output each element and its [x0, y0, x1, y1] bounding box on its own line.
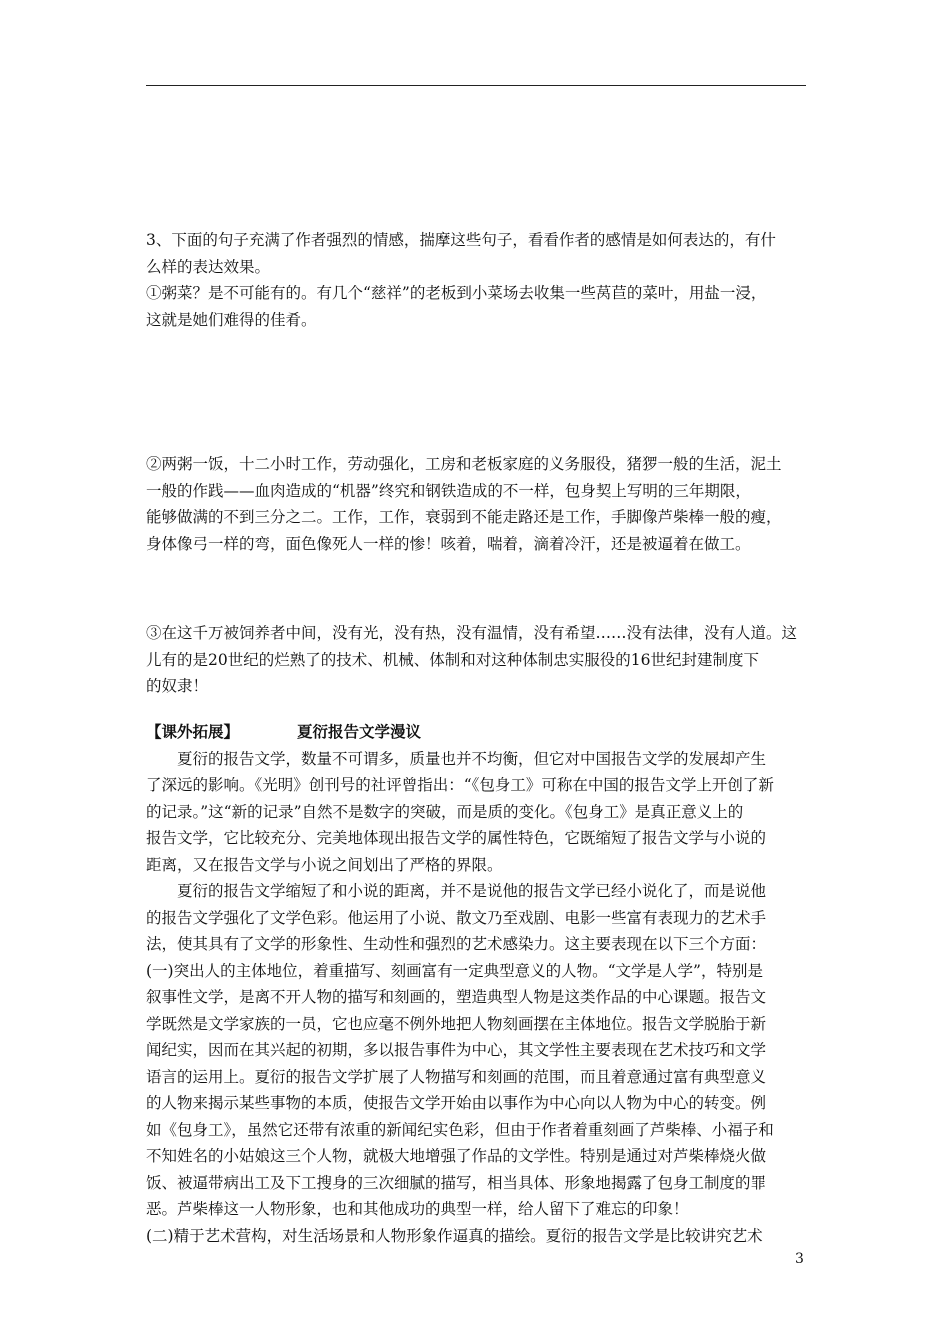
sentence-3-line: 的奴隶！: [146, 677, 209, 695]
paragraph-line: 的记录。”这“新的记录”自然不是数字的突破，而是质的变化。《包身工》是真正意义上的: [146, 802, 744, 821]
sentence-3-line: ③在这千万被饲养者中间，没有光，没有热，没有温情，没有希望……没有法律，没有人道。这: [146, 624, 798, 642]
paragraph-line: 叙事性文学，是离不开人物的描写和刻画的，塑造典型人物是这类作品的中心课题。报告文: [146, 988, 767, 1006]
sentence-1-line: ①粥菜？是不可能有的。有几个“慈祥”的老板到小菜场去收集一些莴苣的菜叶，用盐一浸，: [146, 284, 767, 302]
sentence-2-line: 身体像弓一样的弯，面色像死人一样的惨！咳着，喘着，滴着冷汗，还是被逼着在做工。: [146, 534, 751, 553]
paragraph-line: 的报告文学强化了文学色彩。他运用了小说、散文乃至戏剧、电影一些富有表现力的艺术手: [146, 908, 767, 927]
sentence-1: [146, 280, 814, 333]
paragraph-line: 闻纪实，因而在其兴起的初期，多以报告事件为中心，其文学性主要表现在艺术技巧和文学: [146, 1041, 767, 1059]
paragraph-line: 恶。芦柴棒这一人物形象，也和其他成功的典型一样，给人留下了难忘的印象！: [146, 1200, 689, 1218]
sentence-3-line: 儿有的是20世纪的烂熟了的技术、机械、体制和对这种体制忠实服役的16世纪封建制度下: [146, 650, 759, 669]
paragraph-line: 报告文学，它比较充分、完美地体现出报告文学的属性特色，它既缩短了报告文学与小说的: [146, 829, 767, 847]
sentence-2-line: 一般的作践——血肉造成的“机器”终究和钢铁造成的不一样，包身契上写明的三年期限，: [146, 481, 751, 500]
paragraph-line: (一)突出人的主体地位，着重描写、刻画富有一定典型意义的人物。“文学是人学”，特别是: [146, 961, 763, 980]
question-3: [146, 227, 814, 280]
sentence-2: [146, 451, 814, 557]
header-rule: [146, 85, 806, 86]
sentence-1-line: 这就是她们难得的佳肴。: [146, 310, 317, 329]
paragraph-line: 学既然是文学家族的一员，它也应毫不例外地把人物刻画摆在主体地位。报告文学脱胎于新: [146, 1014, 767, 1033]
sentence-2-line: ②两粥一饭，十二小时工作，劳动强化，工房和老板家庭的义务服役，猪猡一般的生活，泥土: [146, 455, 782, 473]
paragraph-line: 饭、被逼带病出工及下工搜身的三次细腻的描写，相当具体、形象地揭露了包身工制度的罪: [146, 1173, 767, 1192]
extension-heading: [146, 719, 814, 746]
paragraph-line: 的人物来揭示某些事物的本质，使报告文学开始由以事作为中心向以人物为中心的转变。例: [146, 1094, 767, 1112]
paragraph-line: 语言的运用上。夏衍的报告文学扩展了人物描写和刻画的范围，而且着意通过富有典型意义: [146, 1067, 767, 1086]
paragraph-line: 法，使其具有了文学的形象性、生动性和强烈的艺术感染力。这主要表现在以下三个方面：: [146, 935, 767, 953]
paragraph-line: 夏衍的报告文学缩短了和小说的距离，并不是说他的报告文学已经小说化了，而是说他: [177, 882, 767, 900]
extension-label: 【课外拓展】: [146, 722, 240, 741]
paragraph-line: 距离，又在报告文学与小说之间划出了严格的界限。: [146, 855, 503, 874]
paragraph-line: 如《包身工》，虽然它还带有浓重的新闻纪实色彩，但由于作者着重刻画了芦柴棒、小福子和: [146, 1120, 774, 1139]
page-number: 3: [795, 1251, 804, 1267]
extension-title: 夏衍报告文学漫议: [297, 722, 422, 741]
paragraph-line: (二)精于艺术营构，对生活场景和人物形象作逼真的描绘。夏衍的报告文学是比较讲究艺术: [146, 1226, 763, 1245]
sentence-3: [146, 620, 814, 700]
sentence-2-line: 能够做满的不到三分之二。工作，工作，衰弱到不能走路还是工作，手脚像芦柴棒一般的瘦，: [146, 508, 782, 526]
question-3-line: 么样的表达效果。: [146, 257, 271, 276]
paragraph-line: 夏衍的报告文学，数量不可谓多，质量也并不均衡，但它对中国报告文学的发展却产生: [177, 749, 767, 768]
question-3-line: 3、下面的句子充满了作者强烈的情感，揣摩这些句子，看看作者的感情是如何表达的，有什: [146, 231, 776, 249]
paragraph-line: 了深远的影响。《光明》创刊号的社评曾指出：“《包身工》可称在中国的报告文学上开创了新: [146, 776, 774, 794]
paragraph-line: 不知姓名的小姑娘这三个人物，就极大地增强了作品的文学性。特别是通过对芦柴棒烧火做: [146, 1147, 767, 1165]
extension-section: [146, 719, 814, 1249]
